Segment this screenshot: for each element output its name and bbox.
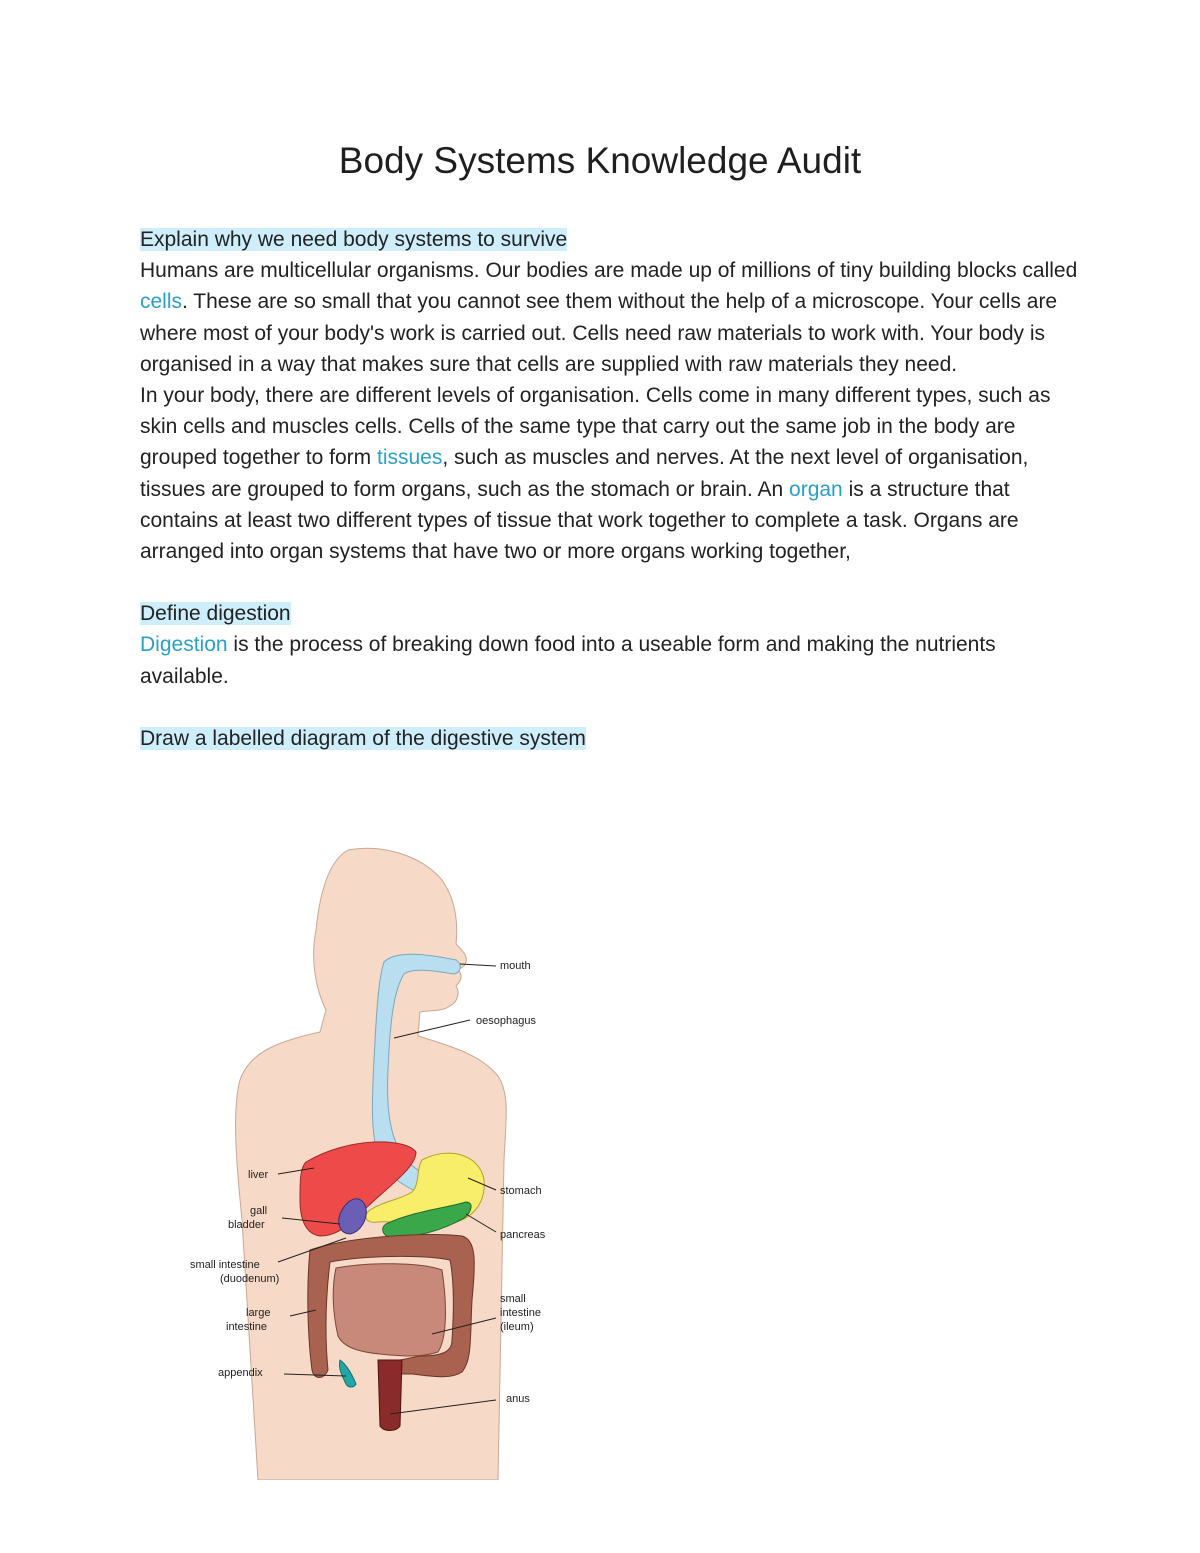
label-oesophagus: oesophagus — [476, 1015, 536, 1027]
term-tissues[interactable]: tissues — [376, 446, 443, 470]
page-title: Body Systems Knowledge Audit — [338, 140, 862, 181]
paragraph-1-text-a: Humans are multicellular organisms. Our bodies are made up of millions of tiny building blocks called — [140, 259, 1078, 283]
rectum-shape — [378, 1360, 402, 1431]
question-2 — [140, 598, 1080, 629]
question-1-highlight: Explain why we need body systems to survive — [140, 228, 568, 251]
spacer — [140, 567, 1080, 598]
label-small: small — [500, 1293, 526, 1305]
label-intestine-ileum: intestine — [500, 1307, 541, 1319]
paragraph-1-text-b: . These are so small that you cannot see them without the help of a microscope. Your cells are where most of your body's work is carried out. Cells need raw materials to work with. Your body is organised in a way that makes sure that cells are supplied with raw materials they need. — [140, 290, 1058, 376]
label-bladder: bladder — [228, 1219, 265, 1231]
digestive-system-diagram — [180, 840, 560, 1480]
paragraph-3 — [140, 629, 1080, 691]
label-pancreas: pancreas — [500, 1229, 546, 1241]
spacer — [140, 692, 1080, 723]
label-intestine: intestine — [226, 1321, 267, 1333]
small-intestine-shape — [333, 1264, 445, 1356]
label-gall: gall — [250, 1205, 268, 1217]
label-duodenum: (duodenum) — [220, 1273, 280, 1285]
question-2-highlight: Define digestion — [140, 602, 291, 626]
label-ileum: (ileum) — [500, 1321, 534, 1333]
label-appendix: appendix — [218, 1367, 263, 1379]
question-1 — [140, 224, 1080, 255]
term-organ[interactable]: organ — [789, 477, 843, 501]
paragraph-1 — [140, 255, 1080, 380]
question-3 — [140, 723, 1080, 754]
label-large: large — [246, 1307, 271, 1319]
paragraph-2-text-a: In your body, there are different levels of organisation. Cells come in many different types, such as skin cells and muscles cells. Cells of the same type that carry out the same job in the body are grouped together to form — [140, 384, 1051, 470]
term-digestion[interactable]: Digestion — [140, 633, 228, 657]
label-small-intestine: small intestine — [190, 1259, 260, 1271]
document-body — [140, 224, 1080, 754]
paragraph-2-text-b: , such as muscles and nerves. At the next level of organisation, tissues are grouped to form organs, such as the stomach or brain. An — [140, 446, 1029, 501]
label-stomach: stomach — [500, 1185, 542, 1197]
label-mouth: mouth — [500, 960, 531, 972]
term-cells[interactable]: cells — [140, 290, 183, 314]
label-anus: anus — [506, 1393, 530, 1405]
paragraph-2-text-c: is a structure that contains at least two different types of tissue that work together to complete a task. Organs are arranged into organ systems that have two or more organs working together, — [140, 477, 1019, 564]
paragraph-2 — [140, 380, 1080, 567]
question-3-highlight: Draw a labelled diagram of the digestive system — [140, 726, 586, 750]
paragraph-3-text: is the process of breaking down food into a useable form and making the nutrients available. — [140, 633, 996, 688]
label-liver: liver — [248, 1169, 269, 1181]
